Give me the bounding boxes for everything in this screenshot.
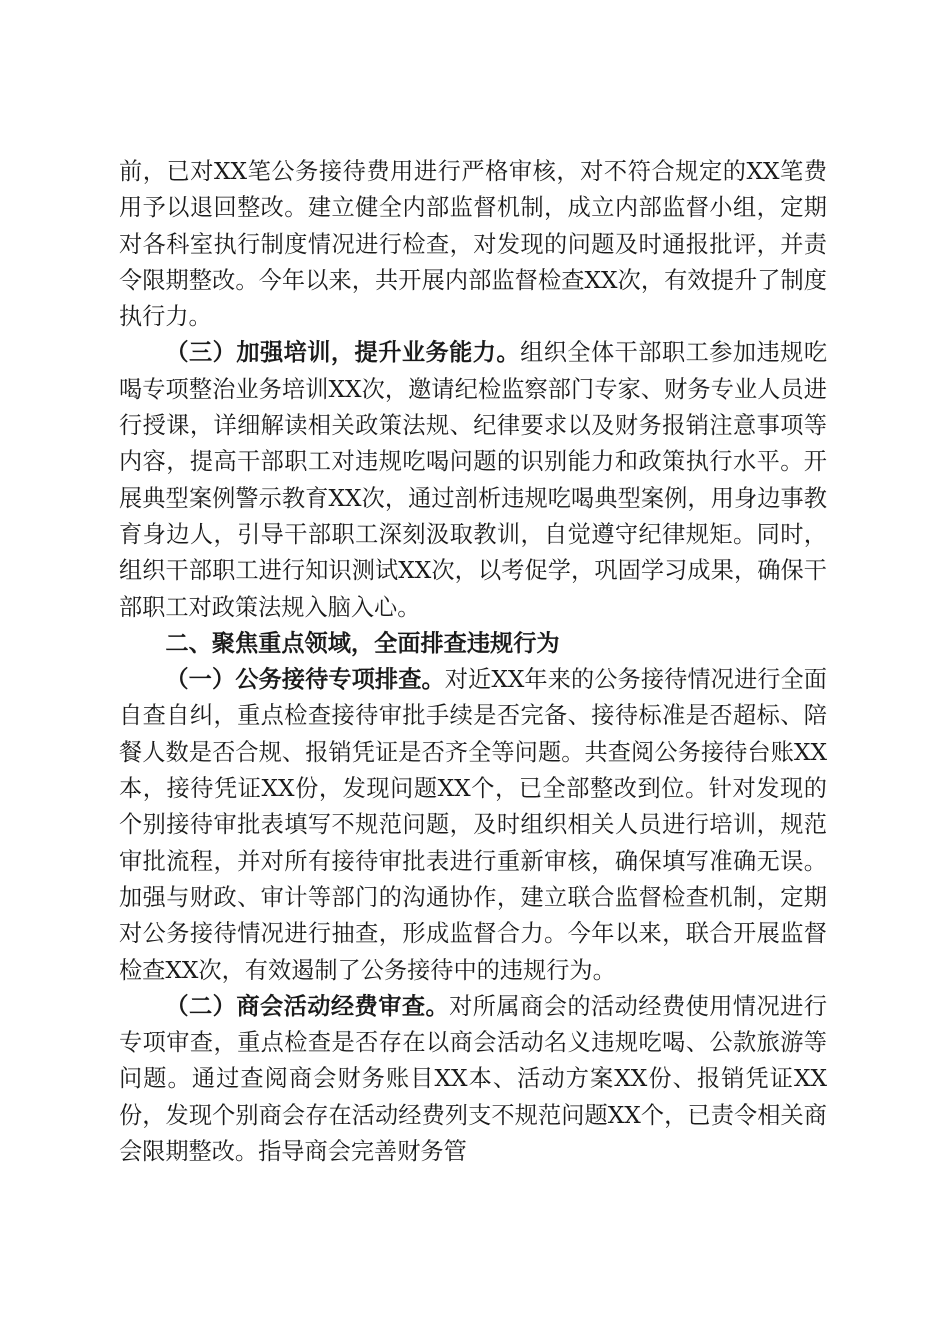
- paragraph-continued: 前，已对XX笔公务接待费用进行严格审核，对不符合规定的XX笔费用予以退回整改。建立健全内部监督机制，成立内部监督小组，定期对各科室执行制度情况进行检查，对发现的问题及时通报批评，并责令限期整改。今年以来，共开展内部监督检查XX次，有效提升了制度执行力。: [119, 158, 827, 331]
- section-2-2-title: （二）商会活动经费审查。: [165, 992, 450, 1020]
- section-3-title: （三）加强培训，提升业务能力。: [165, 339, 521, 367]
- section-3-body: 组织全体干部职工参加违规吃喝专项整治业务培训XX次，邀请纪检监察部门专家、财务专业人员进行授课，详细解读相关政策法规、纪律要求以及财务报销注意事项等内容，提高干部职工对违规吃喝问题的识别能力和政策执行水平。开展典型案例警示教育XX次，通过剖析违规吃喝典型案例，用身边事教育身边人，引导干部职工深刻汲取教训，自觉遵守纪律规矩。同时，组织干部职工进行知识测试XX次，以考促学，巩固学习成果，确保干部职工对政策法规入脑入心。: [119, 339, 828, 621]
- document-body: [119, 154, 827, 1170]
- heading-section-2: 二、聚焦重点领域，全面排查违规行为: [165, 629, 560, 657]
- paragraph-section-2-1: [119, 662, 827, 989]
- section-2-1-body: 对近XX年来的公务接待情况进行全面自查自纠，重点检查接待审批手续是否完备、接待标准是否超标、陪餐人数是否合规、报销凭证是否齐全等问题。共查阅公务接待台账XX本，接待凭证XX份，发现问题XX个，已全部整改到位。针对发现的个别接待审批表填写不规范问题，及时组织相关人员进行培训，规范审批流程，并对所有接待审批表进行重新审核，确保填写准确无误。加强与财政、审计等部门的沟通协作，建立联合监督检查机制，定期对公务接待情况进行抽查，形成监督合力。今年以来，联合开展监督检查XX次，有效遏制了公务接待中的违规行为。: [119, 666, 827, 984]
- paragraph-section-3: [119, 335, 827, 625]
- section-2-2-body: 对所属商会的活动经费使用情况进行专项审查，重点检查是否存在以商会活动名义违规吃喝、公款旅游等问题。通过查阅商会财务账目XX本、活动方案XX份、报销凭证XX份，发现个别商会存在活动经费列支不规范问题XX个，已责令相关商会限期整改。指导商会完善财务管: [119, 992, 828, 1166]
- section-2-1-title: （一）公务接待专项排查。: [165, 666, 445, 694]
- paragraph-section-2-2: [119, 989, 827, 1170]
